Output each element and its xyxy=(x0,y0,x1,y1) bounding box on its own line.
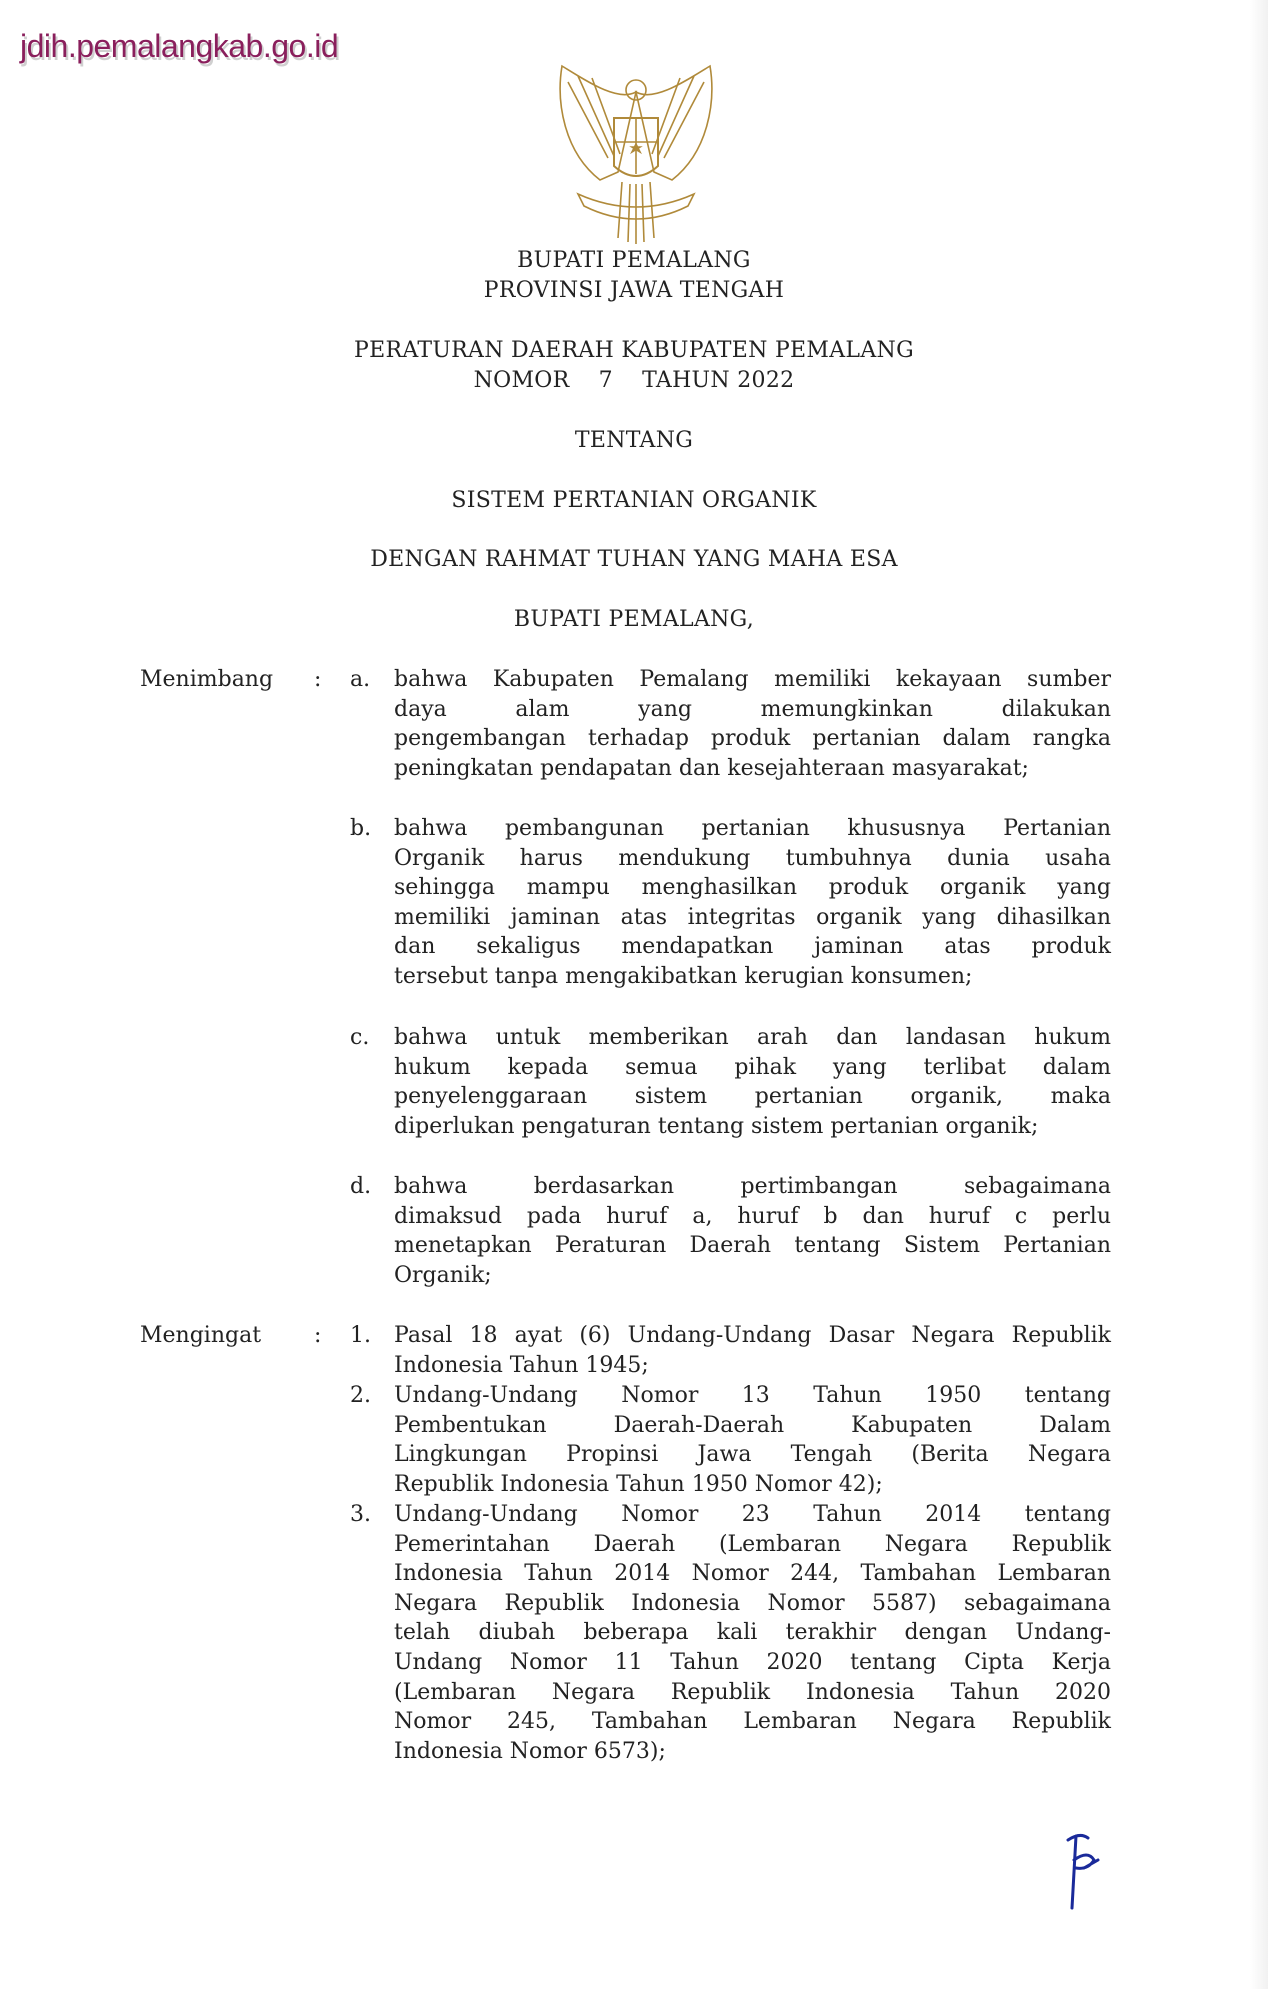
text-line: pengembangan terhadap produk pertanian dalam rangka xyxy=(394,726,1111,752)
text-line: Undang-Undang Nomor 13 Tahun 1950 tentang xyxy=(394,1383,1111,1408)
text-line: Republik Indonesia Tahun 1950 Nomor 42); xyxy=(394,1471,883,1497)
text-line: Lingkungan Propinsi Jawa Tengah (Berita Negara xyxy=(394,1442,1111,1468)
text-line: Organik; xyxy=(394,1262,492,1288)
menimbang-item-marker: d. xyxy=(350,1174,372,1199)
text-line: Undang-Undang Nomor 23 Tahun 2014 tentang xyxy=(394,1502,1111,1527)
text-line: Organik harus mendukung tumbuhnya dunia usaha xyxy=(394,845,1111,871)
menimbang-item xyxy=(394,814,1111,992)
menimbang-item-marker: c. xyxy=(350,1025,370,1050)
text-line: bahwa Kabupaten Pemalang memiliki kekayaan sumber xyxy=(394,667,1111,692)
menimbang-item xyxy=(394,1172,1111,1290)
text-line: bahwa pembangunan pertanian khususnya Pertanian xyxy=(394,816,1111,841)
mengingat-colon: : xyxy=(314,1323,322,1348)
mengingat-label: Mengingat xyxy=(140,1323,262,1348)
text-line: diperlukan pengaturan tentang sistem pertanian organik; xyxy=(394,1113,1039,1139)
text-line: Pemerintahan Daerah (Lembaran Negara Republik xyxy=(394,1531,1111,1557)
text-line: Pasal 18 ayat (6) Undang-Undang Dasar Negara Republik xyxy=(394,1323,1111,1348)
text-line: Undang Nomor 11 Tahun 2020 tentang Cipta Kerja xyxy=(394,1649,1111,1675)
regulation-number: NOMOR 7 TAHUN 2022 xyxy=(473,368,795,393)
signature-initial xyxy=(1058,1830,1104,1910)
text-line: menetapkan Peraturan Daerah tentang Sistem Pertanian xyxy=(394,1233,1111,1259)
text-line: hukum kepada semua pihak yang terlibat dalam xyxy=(394,1054,1111,1080)
tentang-heading: TENTANG xyxy=(574,428,694,453)
text-line: Pembentukan Daerah-Daerah Kabupaten Dalam xyxy=(394,1412,1111,1438)
text-line: telah diubah beberapa kali terakhir dengan Undang- xyxy=(394,1620,1111,1646)
issuer-line-2: PROVINSI JAWA TENGAH xyxy=(483,278,785,303)
text-line: memiliki jaminan atas integritas organik yang dihasilkan xyxy=(394,904,1111,930)
mengingat-item xyxy=(394,1500,1111,1766)
menimbang-item-marker: b. xyxy=(350,816,372,841)
mengingat-item-marker: 1. xyxy=(350,1323,371,1348)
mengingat-item-marker: 3. xyxy=(350,1502,371,1527)
text-line: peningkatan pendapatan dan kesejahteraan masyarakat; xyxy=(394,755,1029,781)
regulation-title: PERATURAN DAERAH KABUPATEN PEMALANG xyxy=(354,338,914,363)
text-line: Nomor 245, Tambahan Lembaran Negara Republik xyxy=(394,1709,1111,1735)
menimbang-item xyxy=(394,1023,1111,1141)
menimbang-label: Menimbang xyxy=(140,667,274,692)
text-line: bahwa untuk memberikan arah dan landasan hukum xyxy=(394,1025,1111,1050)
text-line: Indonesia Nomor 6573); xyxy=(394,1738,666,1764)
watermark-url[interactable]: jdih.pemalangkab.go.id xyxy=(20,28,339,64)
preamble: DENGAN RAHMAT TUHAN YANG MAHA ESA xyxy=(370,547,898,572)
mengingat-item xyxy=(394,1381,1111,1499)
menimbang-item-marker: a. xyxy=(350,667,371,692)
text-line: bahwa berdasarkan pertimbangan sebagaimana xyxy=(394,1174,1111,1199)
text-line: (Lembaran Negara Republik Indonesia Tahun 2020 xyxy=(394,1679,1111,1705)
page-edge xyxy=(1250,0,1268,1989)
mengingat-item-marker: 2. xyxy=(350,1383,371,1408)
text-line: penyelenggaraan sistem pertanian organik, maka xyxy=(394,1084,1111,1110)
text-line: tersebut tanpa mengakibatkan kerugian konsumen; xyxy=(394,963,973,989)
authority: BUPATI PEMALANG, xyxy=(513,607,755,632)
text-line: Indonesia Tahun 1945; xyxy=(394,1352,649,1378)
text-line: dimaksud pada huruf a, huruf b dan huruf c perlu xyxy=(394,1203,1111,1229)
text-line: Negara Republik Indonesia Nomor 5587) sebagaimana xyxy=(394,1590,1111,1616)
menimbang-colon: : xyxy=(314,667,322,692)
text-line: sehingga mampu menghasilkan produk organik yang xyxy=(394,875,1111,901)
text-line: dan sekaligus mendapatkan jaminan atas produk xyxy=(394,934,1111,960)
regulation-subject: SISTEM PERTANIAN ORGANIK xyxy=(451,488,817,513)
text-line: daya alam yang memungkinkan dilakukan xyxy=(394,696,1111,722)
text-line: Indonesia Tahun 2014 Nomor 244, Tambahan Lembaran xyxy=(394,1561,1111,1587)
mengingat-item xyxy=(394,1321,1111,1380)
issuer-line-1: BUPATI PEMALANG xyxy=(517,248,751,273)
menimbang-item xyxy=(394,665,1111,783)
garuda-emblem-icon xyxy=(548,62,724,248)
